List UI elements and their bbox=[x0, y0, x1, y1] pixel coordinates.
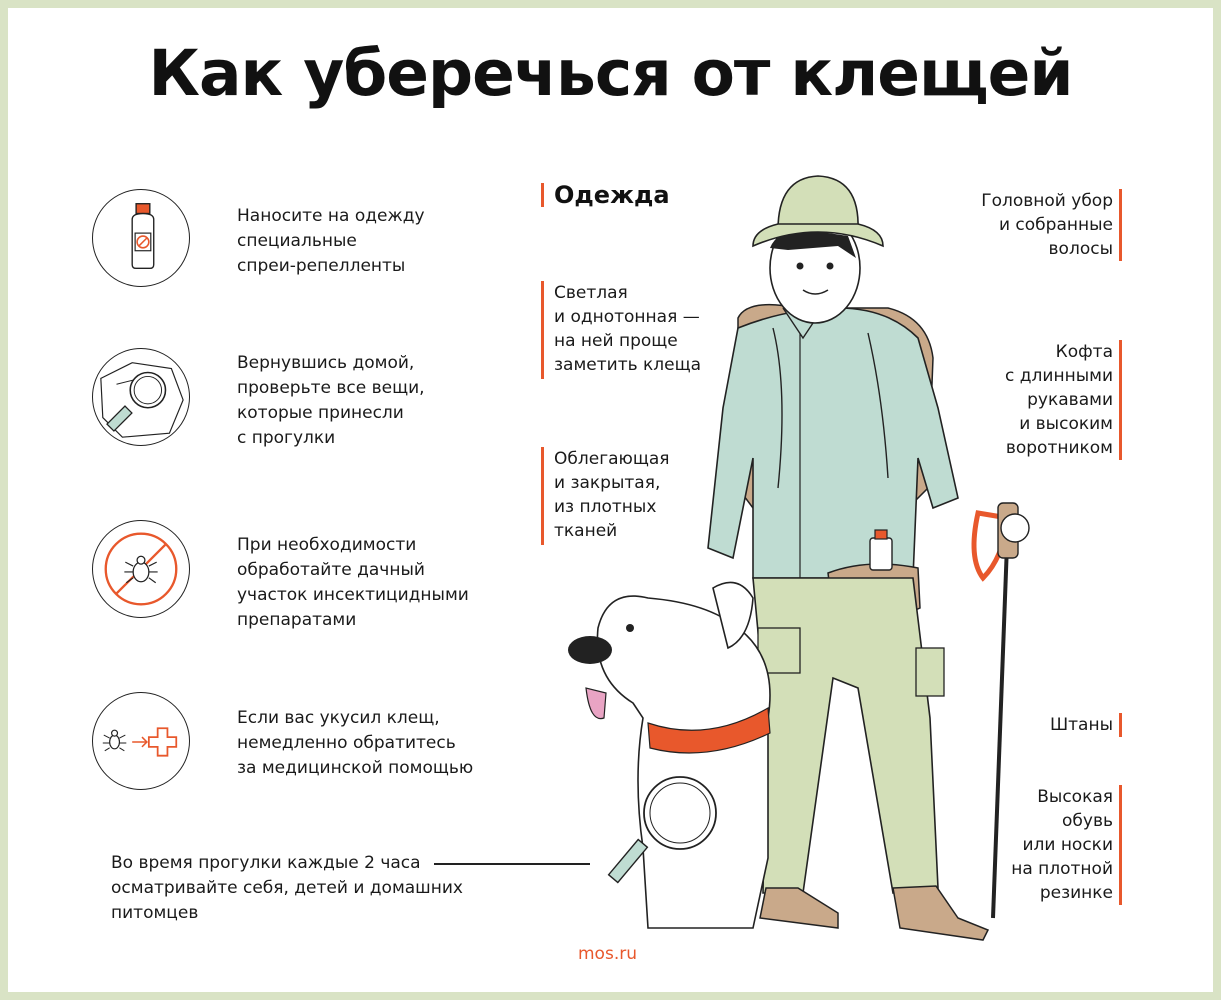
hiker-with-dog-illustration bbox=[538, 158, 1038, 958]
label-jacket: Кофта с длинными рукавами и высоким воротником bbox=[1005, 342, 1113, 458]
tip-repellent-text: Наносите на одежду специальные спреи-репелленты bbox=[237, 206, 425, 276]
magnifier-clothes-icon bbox=[92, 348, 190, 446]
accent-bar bbox=[1119, 189, 1122, 261]
accent-bar bbox=[1119, 713, 1122, 737]
label-headwear: Головной убор и собранные волосы bbox=[981, 191, 1113, 259]
label-boots: Высокая обувь или носки на плотной резинке bbox=[1011, 787, 1113, 903]
accent-bar bbox=[1119, 785, 1122, 905]
tick-to-medical-cross-icon bbox=[92, 692, 190, 790]
no-tick-icon bbox=[92, 520, 190, 618]
label-pants: Штаны bbox=[1049, 715, 1113, 735]
leader-line bbox=[434, 863, 590, 865]
accent-bar bbox=[1119, 340, 1122, 460]
label-light-color: Светлая и однотонная — на ней проще заметить клеща bbox=[554, 283, 702, 375]
clothing-heading: Одежда bbox=[554, 181, 670, 209]
label-tight-closed: Облегающая и закрытая, из плотных тканей bbox=[554, 449, 670, 541]
infographic bbox=[8, 8, 1213, 992]
repellent-spray-icon bbox=[92, 189, 190, 287]
footer-tip: Во время прогулки каждые 2 часа осматривайте себя, детей и домашних питомцев bbox=[111, 853, 463, 923]
tip-medical-help-text: Если вас укусил клещ, немедленно обратитесь за медицинской помощью bbox=[237, 708, 474, 778]
tip-treat-area-text: При необходимости обработайте дачный участок инсектицидными препаратами bbox=[237, 535, 469, 630]
page-title: Как уберечься от клещей bbox=[148, 37, 1073, 110]
tip-check-items-text: Вернувшись домой, проверьте все вещи, которые принесли с прогулки bbox=[237, 353, 425, 448]
source-link[interactable]: mos.ru bbox=[578, 944, 637, 964]
